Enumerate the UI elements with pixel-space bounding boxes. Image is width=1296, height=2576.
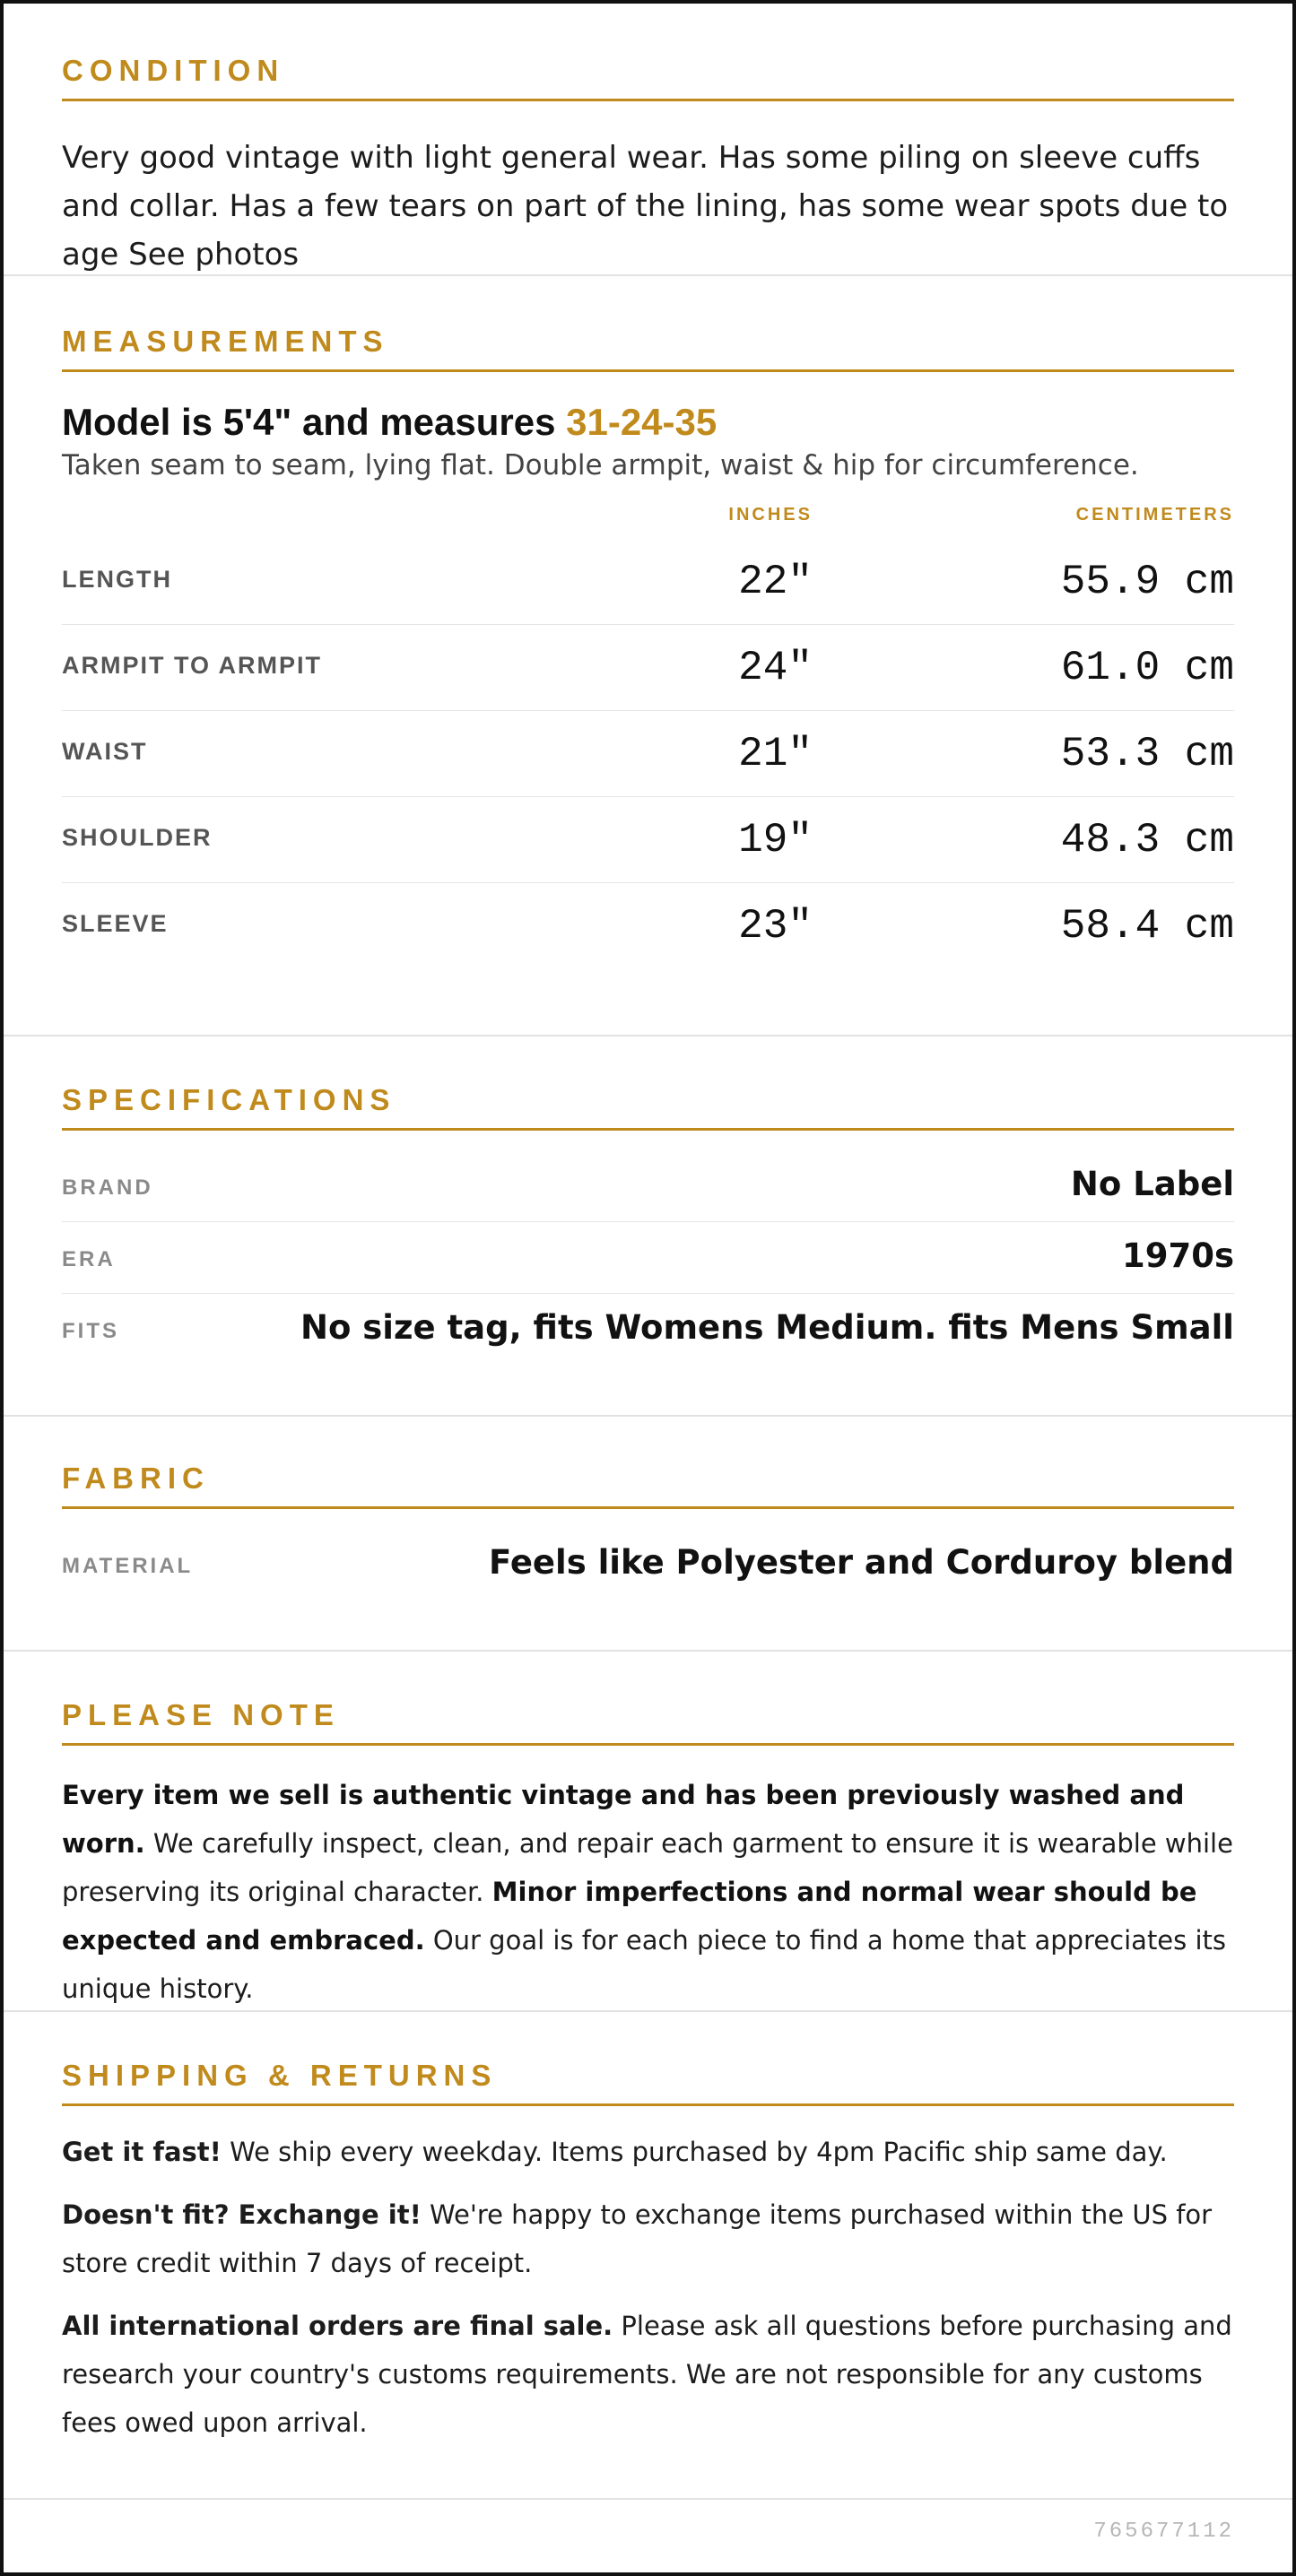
measurements-section xyxy=(4,276,1292,1036)
spec-label: ERA xyxy=(62,1247,116,1271)
spec-row-era xyxy=(62,1222,1234,1294)
international-paragraph xyxy=(62,2302,1234,2447)
measurement-inches: 23" xyxy=(738,903,813,950)
exchange-paragraph xyxy=(62,2190,1234,2287)
spec-row-fits xyxy=(62,1294,1234,1366)
measurements-column-headers xyxy=(62,481,1234,532)
spec-value: No Label xyxy=(1070,1165,1234,1203)
measurement-label: LENGTH xyxy=(62,566,172,593)
measurement-label: ARMPIT TO ARMPIT xyxy=(62,652,322,679)
fabric-heading: FABRIC xyxy=(62,1461,1234,1509)
measurement-row-waist xyxy=(62,711,1234,797)
fabric-row-material xyxy=(62,1529,1234,1600)
please-note-heading: PLEASE NOTE xyxy=(62,1698,1234,1746)
condition-section xyxy=(4,4,1292,276)
measurement-inches: 19" xyxy=(738,817,813,863)
measurements-table xyxy=(62,539,1234,969)
international-text: Please ask all questions before purchasing and research your country's customs requirements. We are not responsible for any customs fees owed upon arrival. xyxy=(62,2311,1232,2438)
spec-value: 1970s xyxy=(1121,1236,1234,1275)
model-measures-prefix: Model is 5'4" and measures xyxy=(62,401,567,443)
fabric-value: Feels like Polyester and Corduroy blend xyxy=(489,1543,1234,1582)
specifications-list xyxy=(62,1150,1234,1366)
note-text-1: We carefully inspect, clean, and repair each garment to ensure it is wearable while preserving its original character. xyxy=(62,1828,1233,1907)
measurement-inches: 24" xyxy=(738,645,813,691)
measurement-cm: 48.3 cm xyxy=(1060,817,1234,863)
specifications-section xyxy=(4,1036,1292,1417)
measurement-cm: 53.3 cm xyxy=(1060,731,1234,777)
specifications-heading: SPECIFICATIONS xyxy=(62,1083,1234,1131)
exchange-bold: Doesn't fit? Exchange it! xyxy=(62,2199,422,2230)
measurement-inches: 22" xyxy=(738,559,813,605)
exchange-text: We're happy to exchange items purchased within the US for store credit within 7 days of receipt. xyxy=(62,2199,1213,2278)
condition-text: Very good vintage with light general wear. Has some piling on sleeve cuffs and collar. Has a few tears on part of the lining, has some wear spots due to age See photos xyxy=(62,140,1229,273)
note-bold-1: Every item we sell is authentic vintage and has been previously washed and worn. xyxy=(62,1780,1185,1859)
fabric-label: MATERIAL xyxy=(62,1554,194,1578)
condition-heading: CONDITION xyxy=(62,54,1234,101)
shipping-fast-paragraph xyxy=(62,2128,1234,2176)
spec-label: BRAND xyxy=(62,1175,153,1200)
footer xyxy=(4,2500,1292,2563)
shipping-returns-section xyxy=(4,2012,1292,2500)
note-bold-2: Minor imperfections and normal wear should be expected and embraced. xyxy=(62,1877,1197,1956)
fabric-section xyxy=(4,1417,1292,1652)
measurement-cm: 55.9 cm xyxy=(1060,559,1234,605)
measurement-cm: 58.4 cm xyxy=(1060,903,1234,950)
measurement-cm: 61.0 cm xyxy=(1060,645,1234,691)
fabric-list xyxy=(62,1529,1234,1600)
measurement-inches: 21" xyxy=(738,731,813,777)
international-bold: All international orders are final sale. xyxy=(62,2311,613,2341)
measurement-label: SHOULDER xyxy=(62,824,213,851)
measurement-label: WAIST xyxy=(62,738,148,765)
spec-label: FITS xyxy=(62,1319,119,1343)
measurement-label: SLEEVE xyxy=(62,910,169,937)
please-note-section xyxy=(4,1652,1292,2012)
measurement-row-length xyxy=(62,539,1234,625)
item-id: 765677112 xyxy=(1093,2520,1234,2544)
please-note-text xyxy=(62,1771,1234,2013)
measurements-heading: MEASUREMENTS xyxy=(62,325,1234,372)
measurement-row-shoulder xyxy=(62,797,1234,883)
note-text-2: Our goal is for each piece to find a home that appreciates its unique history. xyxy=(62,1925,1227,2004)
spec-row-brand xyxy=(62,1150,1234,1222)
inches-column-header: INCHES xyxy=(728,505,813,525)
measurement-row-sleeve xyxy=(62,883,1234,969)
shipping-fast-text: We ship every weekday. Items purchased by 4pm Pacific ship same day. xyxy=(221,2137,1168,2167)
shipping-heading: SHIPPING & RETURNS xyxy=(62,2059,1234,2106)
model-measures-value: 31-24-35 xyxy=(566,401,718,443)
model-measures-line xyxy=(62,401,1234,444)
measurement-row-armpit xyxy=(62,625,1234,711)
centimeters-column-header: CENTIMETERS xyxy=(1075,505,1234,525)
spec-value: No size tag, fits Womens Medium. fits Mens Small xyxy=(300,1308,1234,1347)
shipping-fast-bold: Get it fast! xyxy=(62,2137,222,2167)
measurements-subtitle: Taken seam to seam, lying flat. Double armpit, waist & hip for circumference. xyxy=(62,449,1139,481)
